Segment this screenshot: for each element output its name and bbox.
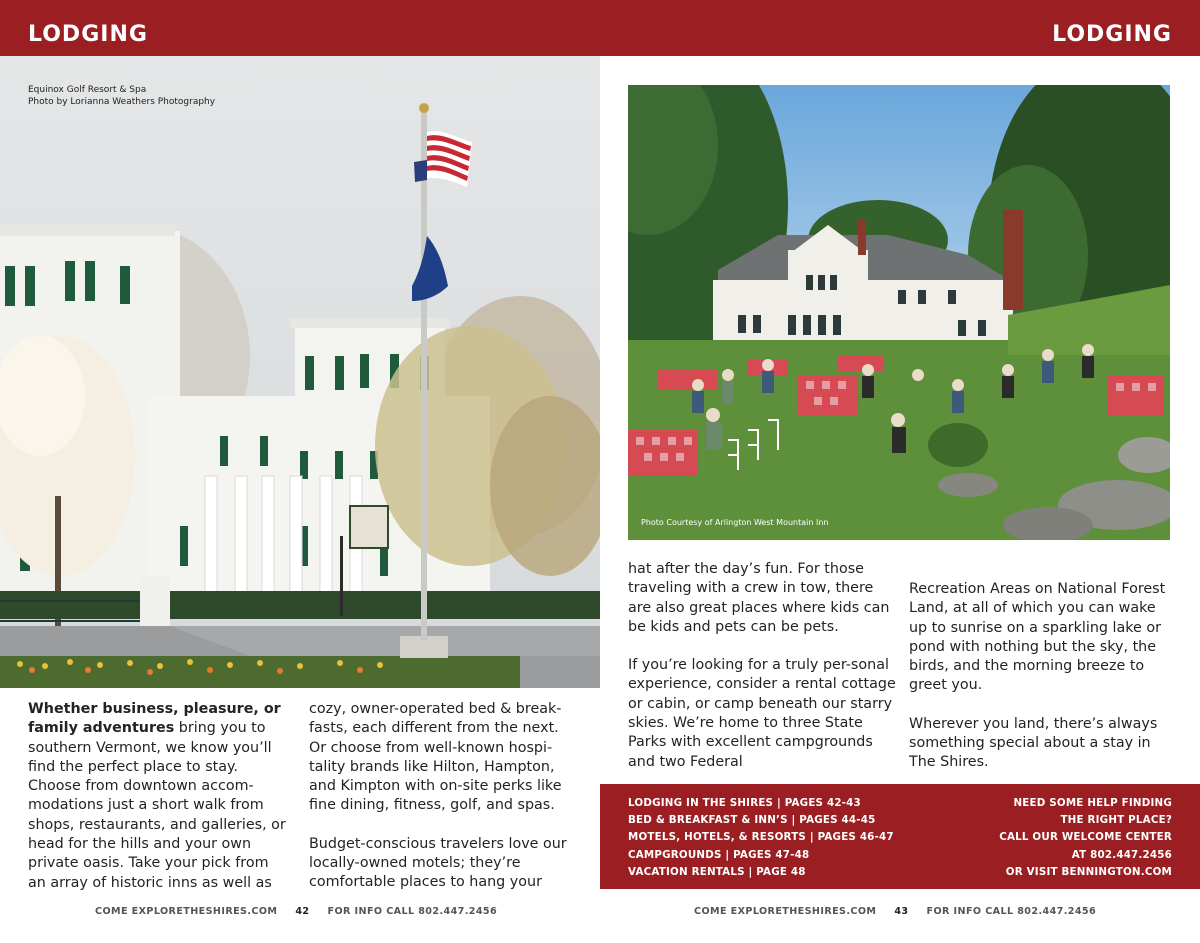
help-line: AT 802.447.2456: [1071, 848, 1172, 861]
index-item: VACATION RENTALS | PAGE 48: [628, 865, 806, 878]
footer-website: COME EXPLORETHESHIRES.COM: [694, 906, 877, 917]
page-number: 43: [894, 906, 909, 917]
body-column-3: [628, 560, 898, 791]
footer-right: [694, 906, 1096, 917]
footer-phone: FOR INFO CALL 802.447.2456: [327, 906, 498, 917]
footer-phone: FOR INFO CALL 802.447.2456: [926, 906, 1097, 917]
welcome-center-callout: [999, 795, 1172, 881]
caption-line-2: Photo by Lorianna Weathers Photography: [28, 97, 216, 107]
index-item: LODGING IN THE SHIRES | PAGES 42-43: [628, 797, 861, 809]
help-line: CALL OUR WELCOME CENTER: [999, 831, 1172, 844]
paragraph: Wherever you land, there’s always something special about a stay in The Shires.: [909, 715, 1158, 771]
header-bar-left: [0, 0, 600, 56]
section-title-right: LODGING: [1052, 22, 1172, 47]
intro-paragraph: [28, 700, 290, 893]
help-line: THE RIGHT PLACE?: [1060, 814, 1172, 827]
caption-line-1: Equinox Golf Resort & Spa: [28, 85, 147, 95]
body-column-2: [309, 700, 579, 912]
resort-photo: [0, 56, 600, 688]
header-bar-right: [600, 0, 1200, 56]
help-line: NEED SOME HELP FINDING: [1013, 797, 1172, 809]
paragraph: If you’re looking for a truly per-sonal experience, consider a rental cottage or cabin, or camp beneath our starry skies. We’re home to three State Parks with excellent campgrounds and two Federal: [628, 657, 896, 770]
body-column-1: [28, 700, 290, 912]
index-item: CAMPGROUNDS | PAGES 47-48: [628, 848, 810, 861]
help-line: OR VISIT BENNINGTON.COM: [1005, 865, 1172, 878]
paragraph: Recreation Areas on National Forest Land, at all of which you can wake up to sunrise on a sparkling lake or pond with nothing but the sky, the birds, and the morning breeze to greet you.: [909, 581, 1166, 694]
page-number: 42: [295, 906, 310, 917]
lodging-info-box: [600, 784, 1200, 889]
index-item: BED & BREAKFAST & INN’S | PAGES 44-45: [628, 814, 876, 827]
paragraph: hat after the day’s fun. For those traveling with a crew in tow, there are also great places where kids can be kids and pets can be pets.: [628, 561, 890, 635]
paragraph: cozy, owner-operated bed & break-fasts, each different from the next. Or choose from well-known hospi-tality brands like Hilton, Hampton, and Kimpton with on-site perks like fine dining, fitness, golf, and spas.: [309, 701, 562, 814]
section-title-left: LODGING: [28, 22, 148, 47]
intro-lead: Whether business, pleasure, or family adventures: [28, 701, 281, 737]
intro-text: bring you to southern Vermont, we know you’ll find the perfect place to stay. Choose from downtown accom-modations just a short walk from shops, restaurants, and galleries, or head for the hills and your own private oasis. Take your pick from an array of historic inns as well as: [28, 720, 286, 891]
footer-website: COME EXPLORETHESHIRES.COM: [95, 906, 278, 917]
index-item: MOTELS, HOTELS, & RESORTS | PAGES 46-47: [628, 831, 894, 844]
inn-photo: [628, 85, 1170, 540]
resort-photo-caption: [28, 84, 215, 108]
paragraph: Budget-conscious travelers love our locally-owned motels; they’re comfortable places to hang your: [309, 835, 567, 891]
body-column-4: [909, 580, 1174, 792]
footer-left: [95, 906, 497, 917]
inn-photo-caption: Photo Courtesy of Arlington West Mountain Inn: [641, 518, 829, 527]
lodging-page-index: [628, 795, 894, 881]
